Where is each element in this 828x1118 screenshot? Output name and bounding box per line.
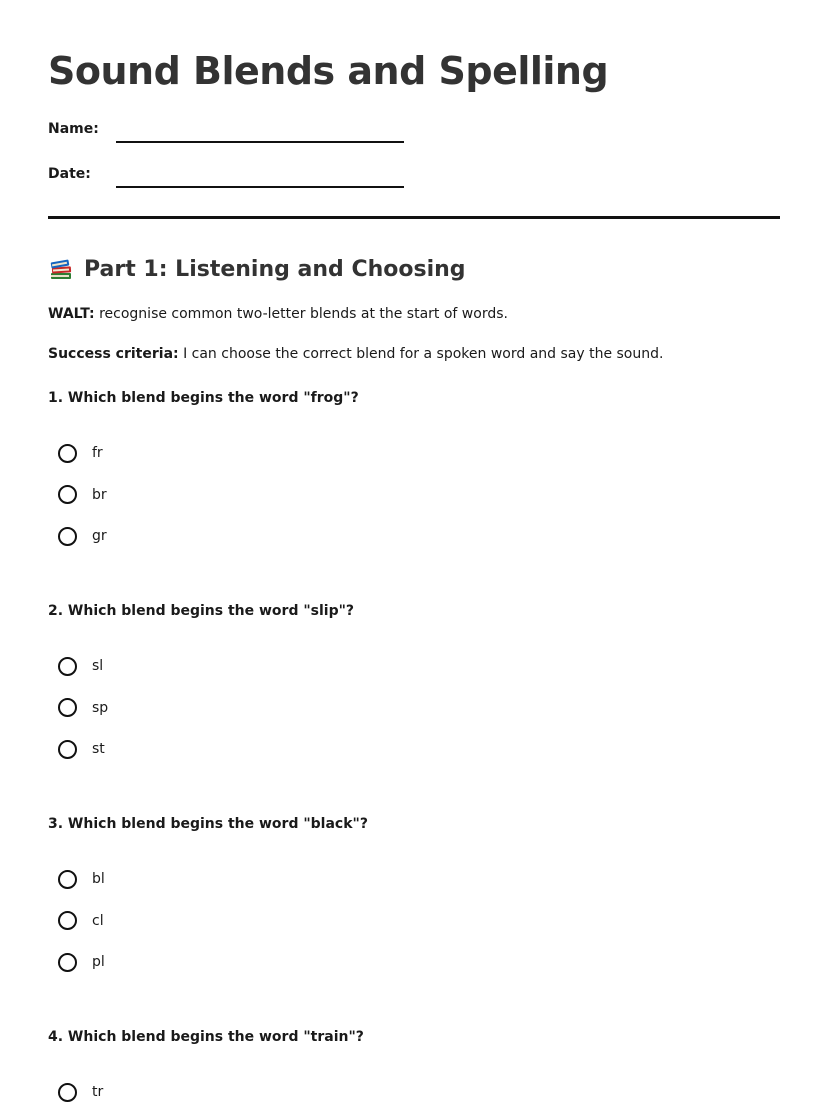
section-divider xyxy=(48,216,780,219)
option-label: pl xyxy=(92,954,105,970)
question-options xyxy=(48,653,780,762)
answer-option[interactable] xyxy=(48,1079,780,1105)
option-label: st xyxy=(92,741,105,757)
part1-heading-text: Part 1: Listening and Choosing xyxy=(84,257,466,282)
radio-button[interactable] xyxy=(58,953,77,972)
criteria-text: I can choose the correct blend for a spoken word and say the sound. xyxy=(178,346,664,362)
answer-option[interactable] xyxy=(48,653,780,679)
question-options xyxy=(48,1079,780,1105)
success-criteria-line xyxy=(48,344,780,364)
books-icon xyxy=(48,258,74,282)
criteria-label: Success criteria: xyxy=(48,346,179,362)
answer-option[interactable] xyxy=(48,440,780,466)
date-label: Date: xyxy=(48,166,91,182)
option-label: gr xyxy=(92,528,107,544)
name-field[interactable] xyxy=(116,123,404,143)
radio-button[interactable] xyxy=(58,1083,77,1102)
answer-option[interactable] xyxy=(48,866,780,892)
part1-heading xyxy=(48,255,780,285)
name-field-row xyxy=(48,115,780,139)
name-label: Name: xyxy=(48,121,99,137)
question-prompt: 1. Which blend begins the word "frog"? xyxy=(48,390,359,406)
answer-option[interactable] xyxy=(48,523,780,549)
option-label: sl xyxy=(92,658,104,674)
radio-button[interactable] xyxy=(58,870,77,889)
answer-option[interactable] xyxy=(48,736,780,762)
option-label: bl xyxy=(92,871,105,887)
date-field-row xyxy=(48,160,780,184)
question-prompt: 2. Which blend begins the word "slip"? xyxy=(48,603,355,619)
walt-line xyxy=(48,304,780,324)
radio-button[interactable] xyxy=(58,740,77,759)
page-title: Sound Blends and Spelling xyxy=(48,49,609,93)
answer-option[interactable] xyxy=(48,908,780,934)
radio-button[interactable] xyxy=(58,485,77,504)
option-label: cl xyxy=(92,912,104,929)
question-prompt: 4. Which blend begins the word "train"? xyxy=(48,1029,364,1045)
walt-label: WALT: xyxy=(48,306,95,322)
question-options xyxy=(48,866,780,975)
question-options xyxy=(48,440,780,549)
radio-button[interactable] xyxy=(58,698,77,717)
answer-option[interactable] xyxy=(48,695,780,721)
answer-option[interactable] xyxy=(48,949,780,975)
option-label: br xyxy=(92,486,107,503)
answer-option[interactable] xyxy=(48,482,780,508)
option-label: sp xyxy=(92,699,109,716)
radio-button[interactable] xyxy=(58,527,77,546)
option-label: tr xyxy=(92,1084,104,1100)
question-prompt: 3. Which blend begins the word "black"? xyxy=(48,816,368,832)
walt-text: recognise common two-letter blends at the start of words. xyxy=(94,306,508,322)
date-field[interactable] xyxy=(116,168,404,188)
radio-button[interactable] xyxy=(58,657,77,676)
radio-button[interactable] xyxy=(58,911,77,930)
option-label: fr xyxy=(92,445,103,461)
radio-button[interactable] xyxy=(58,444,77,463)
